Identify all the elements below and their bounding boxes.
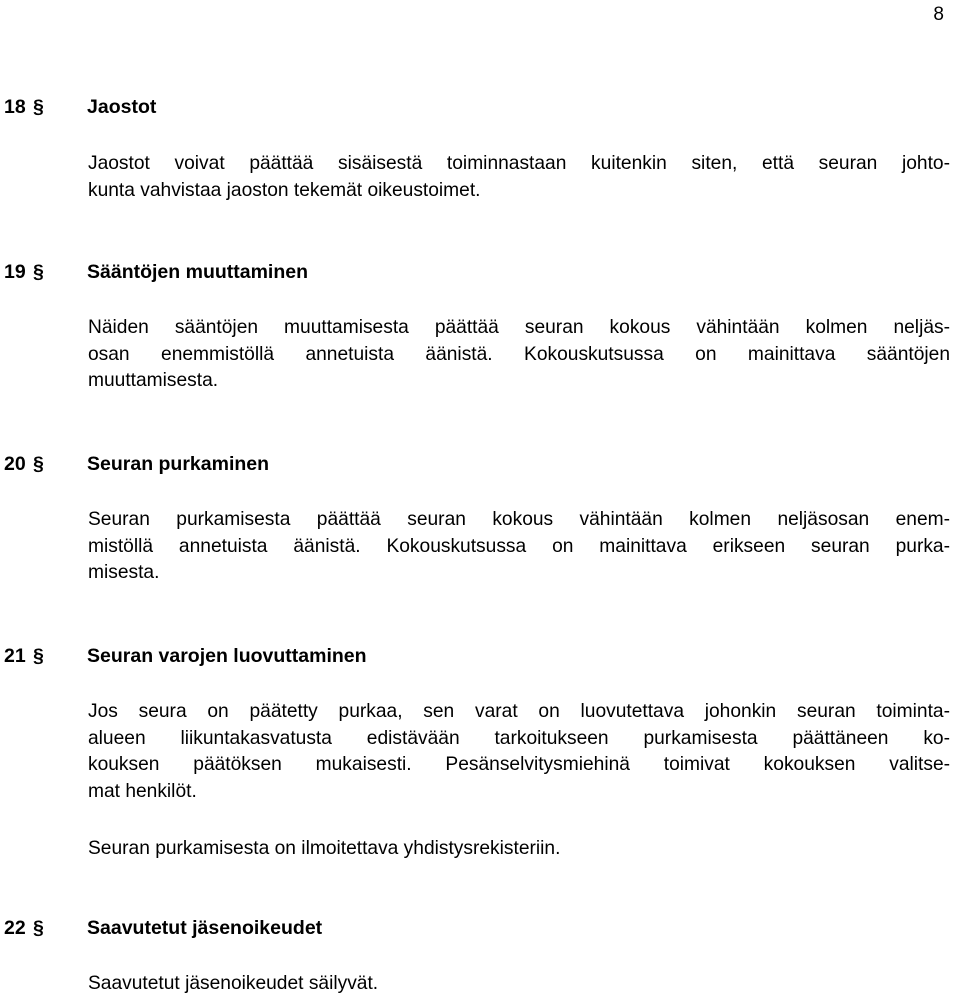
section-21-paragraph-1 xyxy=(88,699,950,805)
text-line: Jos seura on päätetty purkaa, sen varat on luovutettava johonkin seuran toiminta- xyxy=(88,701,950,722)
section-mark: § xyxy=(33,645,44,667)
section-mark: § xyxy=(33,96,44,118)
section-title: Saavutetut jäsenoikeudet xyxy=(87,917,323,939)
section-mark: § xyxy=(33,917,44,939)
section-heading-19 xyxy=(4,261,308,284)
section-heading-20 xyxy=(4,453,269,476)
text-line: kouksen päätöksen mukaisesti. Pesänselvitysmiehinä toimivat kokouksen valitse- xyxy=(88,754,950,775)
section-21-paragraph-2 xyxy=(88,836,950,863)
text-line: kunta vahvistaa jaoston tekemät oikeustoimet. xyxy=(88,179,481,201)
section-number: 20 xyxy=(4,453,26,475)
section-title: Seuran purkaminen xyxy=(87,453,270,475)
section-number: 21 xyxy=(4,645,26,667)
section-20-paragraph xyxy=(88,507,950,587)
section-22-paragraph xyxy=(88,971,950,998)
section-number: 19 xyxy=(4,261,26,283)
section-mark: § xyxy=(33,453,44,475)
section-number: 22 xyxy=(4,917,26,939)
section-number: 18 xyxy=(4,96,26,118)
section-19-paragraph xyxy=(88,315,950,395)
section-heading-18 xyxy=(4,96,156,119)
text-line: Jaostot voivat päättää sisäisestä toiminnastaan kuitenkin siten, että seuran johto- xyxy=(88,153,950,174)
section-mark: § xyxy=(33,261,44,283)
text-line: Seuran purkamisesta on ilmoitettava yhdistysrekisteriin. xyxy=(88,838,561,859)
page-number: 8 xyxy=(933,4,944,25)
section-title: Seuran varojen luovuttaminen xyxy=(87,645,367,667)
section-18-paragraph xyxy=(88,151,950,204)
text-line: Saavutetut jäsenoikeudet säilyvät. xyxy=(88,973,379,994)
text-line: misesta. xyxy=(88,562,160,583)
section-heading-22 xyxy=(4,917,322,940)
text-line: Seuran purkamisesta päättää seuran kokous vähintään kolmen neljäsosan enem- xyxy=(88,509,950,530)
section-heading-21 xyxy=(4,645,367,668)
text-line: osan enemmistöllä annetuista äänistä. Kokouskutsussa on mainittava sääntöjen xyxy=(88,343,950,365)
text-line: mat henkilöt. xyxy=(88,780,197,802)
text-line: muuttamisesta. xyxy=(88,370,219,391)
section-title: Sääntöjen muuttaminen xyxy=(87,261,309,283)
text-line: Näiden sääntöjen muuttamisesta päättää seuran kokous vähintään kolmen neljäs- xyxy=(88,317,950,338)
section-title: Jaostot xyxy=(87,96,157,118)
text-line: alueen liikuntakasvatusta edistävään tarkoitukseen purkamisesta päättäneen ko- xyxy=(88,727,950,749)
text-line: mistöllä annetuista äänistä. Kokouskutsussa on mainittava erikseen seuran purka- xyxy=(88,535,950,557)
